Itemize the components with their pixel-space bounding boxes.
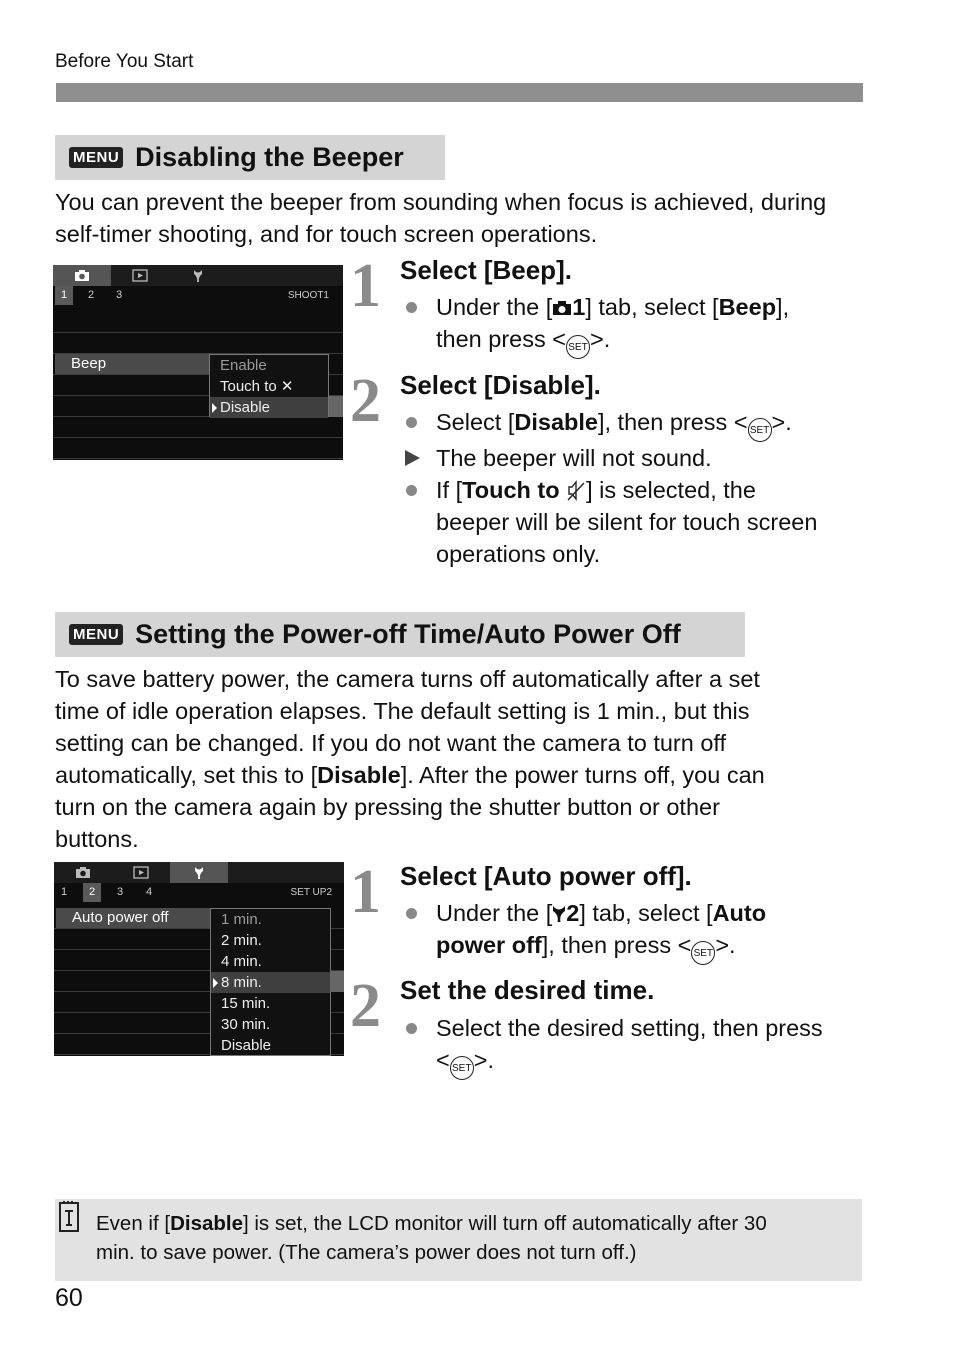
options-popup bbox=[209, 354, 329, 417]
wrench-icon bbox=[170, 862, 228, 883]
play-icon bbox=[111, 265, 169, 286]
option-disable: Disable bbox=[210, 397, 328, 418]
lcd-screen-beep bbox=[53, 265, 343, 460]
step-number: 1 bbox=[350, 858, 381, 926]
section-heading-beeper bbox=[55, 135, 445, 180]
option-touch-to-mute: Touch to ✕ bbox=[220, 378, 294, 395]
subtab-3: 3 bbox=[116, 886, 124, 898]
option-4-min: 4 min. bbox=[221, 953, 262, 970]
camera-icon bbox=[552, 300, 572, 316]
option-8-min: 8 min. bbox=[211, 972, 330, 993]
step-number: 2 bbox=[350, 367, 381, 435]
wrench-icon bbox=[169, 265, 227, 286]
subtab-4: 4 bbox=[145, 886, 153, 898]
step-title: Select [Beep]. bbox=[400, 255, 572, 285]
step-title: Select [Auto power off]. bbox=[400, 861, 692, 891]
page-label: SHOOT1 bbox=[287, 290, 329, 301]
menu-icon: MENU bbox=[69, 147, 123, 168]
note-box bbox=[55, 1199, 862, 1281]
note-icon bbox=[58, 1201, 84, 1235]
set-button-icon: SET bbox=[748, 418, 772, 442]
step-number: 1 bbox=[350, 252, 381, 320]
option-1-min: 1 min. bbox=[221, 911, 262, 928]
option-15-min: 15 min. bbox=[221, 995, 271, 1012]
section-title: Setting the Power-off Time/Auto Power Off bbox=[135, 619, 681, 649]
set-button-icon: SET bbox=[691, 941, 715, 965]
menu-item-beep: Beep bbox=[55, 354, 327, 374]
scroll-indicator bbox=[329, 396, 343, 417]
bullet-item: Under the [ 2] tab, select [Auto power off], then press < SET>. bbox=[400, 897, 870, 965]
page-label: SET UP2 bbox=[290, 887, 332, 898]
subtab-2: 2 bbox=[87, 289, 95, 301]
set-button-icon: SET bbox=[566, 335, 590, 359]
options-popup bbox=[210, 908, 331, 1056]
wrench-icon bbox=[552, 905, 566, 923]
subtab-1: 1 bbox=[60, 886, 68, 898]
section-title: Disabling the Beeper bbox=[135, 142, 404, 172]
header-rule bbox=[56, 83, 863, 102]
section-intro: You can prevent the beeper from sounding when focus is achieved, during self-timer shooting, and for touch screen operations. bbox=[55, 189, 827, 247]
step-title: Select [Disable]. bbox=[400, 370, 601, 400]
subtab-2: 2 bbox=[83, 883, 101, 902]
lcd-screen-auto-power-off bbox=[54, 862, 344, 1056]
option-enable: Enable bbox=[220, 357, 267, 374]
option-2-min: 2 min. bbox=[221, 932, 262, 949]
option-disable: Disable bbox=[221, 1037, 272, 1054]
scroll-indicator bbox=[330, 971, 344, 992]
play-icon bbox=[112, 862, 170, 883]
mute-icon bbox=[566, 480, 586, 502]
note-text: Even if [Disable] is set, the LCD monitor will turn off automatically after 30 min. to save power. (The camera’s power does not turn off.) bbox=[96, 1212, 767, 1264]
bullet-item: If [Touch to ] is selected, the beeper will be silent for touch screen operations only. bbox=[400, 474, 870, 570]
menu-icon: MENU bbox=[69, 624, 123, 645]
set-button-icon: SET bbox=[450, 1056, 474, 1080]
bullet-item: Select [Disable], then press < SET>. bbox=[400, 406, 870, 442]
section-intro: To save battery power, the camera turns off automatically after a set time of idle operation elapses. The default setting is 1 min., but this setting can be changed. If you do not want the camera to turn off automatically, set this to [Disable]. After the power turns off, you can turn on the camera again by pressing the shutter button or other buttons. bbox=[55, 666, 765, 852]
step-title: Set the desired time. bbox=[400, 975, 655, 1005]
subtab-3: 3 bbox=[115, 289, 123, 301]
bullet-item: Under the [ 1] tab, select [Beep], then press < SET>. bbox=[400, 291, 870, 359]
page-number: 60 bbox=[55, 1284, 83, 1312]
result-item: The beeper will not sound. bbox=[400, 442, 870, 474]
menu-item-auto-power-off: Auto power off bbox=[56, 908, 330, 928]
bullet-item: Select the desired setting, then press < SET>. bbox=[400, 1012, 870, 1080]
camera-icon bbox=[53, 265, 111, 286]
camera-icon bbox=[54, 862, 112, 883]
option-30-min: 30 min. bbox=[221, 1016, 271, 1033]
subtab-1: 1 bbox=[55, 286, 73, 305]
running-header: Before You Start bbox=[55, 51, 194, 72]
step-number: 2 bbox=[350, 972, 381, 1040]
section-heading-power-off bbox=[55, 612, 745, 657]
